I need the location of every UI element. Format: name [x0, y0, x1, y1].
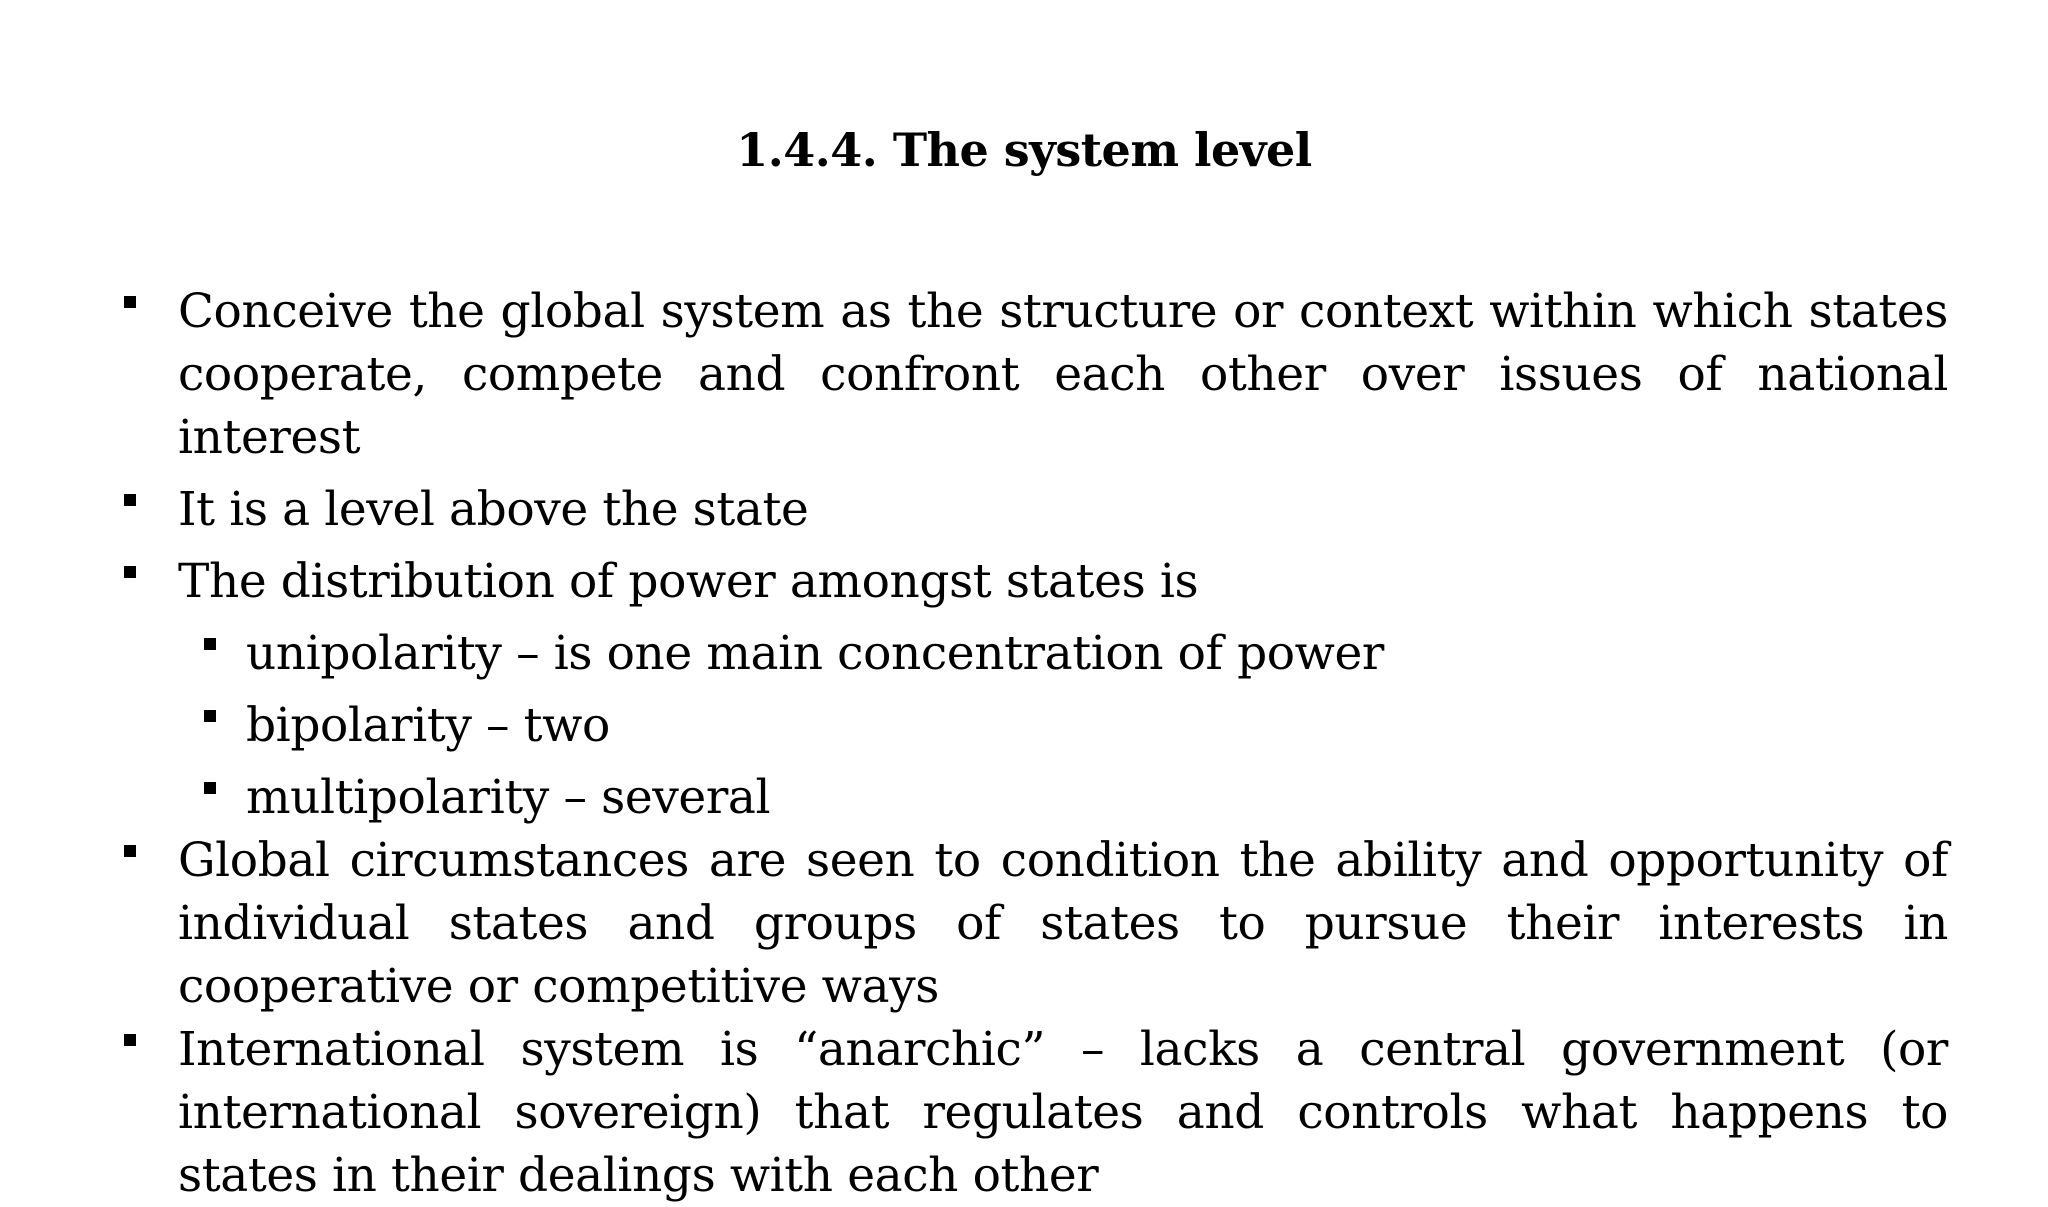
bullet-text: The distribution of power amongst states is — [178, 554, 1199, 609]
sub-bullet-item — [246, 622, 1946, 685]
bullet-text: It is a level above the state — [178, 482, 809, 537]
sub-bullet-text: multipolarity – several — [246, 770, 771, 825]
bullet-item — [178, 550, 1948, 613]
square-bullet-icon — [124, 845, 136, 857]
square-bullet-icon — [204, 638, 216, 650]
bullet-list — [0, 280, 2048, 1207]
square-bullet-icon — [204, 782, 216, 794]
sub-bullet-text: bipolarity – two — [246, 698, 610, 753]
sub-bullet-item — [246, 766, 1946, 829]
square-bullet-icon — [124, 566, 136, 578]
bullet-item — [178, 1018, 1948, 1207]
bullet-text: Global circumstances are seen to condition the ability and opportunity of individual states and groups of states to pursue their interests in cooperative or competitive ways — [178, 833, 1948, 1014]
square-bullet-icon — [124, 1034, 136, 1046]
sub-bullet-text: unipolarity – is one main concentration of power — [246, 626, 1384, 681]
square-bullet-icon — [124, 494, 136, 506]
bullet-text: Conceive the global system as the structure or context within which states cooperate, compete and confront each other over issues of national interest — [178, 284, 1948, 465]
bullet-item — [178, 478, 1948, 541]
bullet-text: International system is “anarchic” – lacks a central government (or international sovereign) that regulates and controls what happens to states in their dealings with each other — [178, 1022, 1948, 1203]
square-bullet-icon — [124, 296, 136, 308]
square-bullet-icon — [204, 710, 216, 722]
slide-title: 1.4.4. The system level — [736, 123, 1312, 177]
bullet-item — [178, 829, 1948, 1018]
sub-bullet-item — [246, 694, 1946, 757]
bullet-item — [178, 280, 1948, 469]
